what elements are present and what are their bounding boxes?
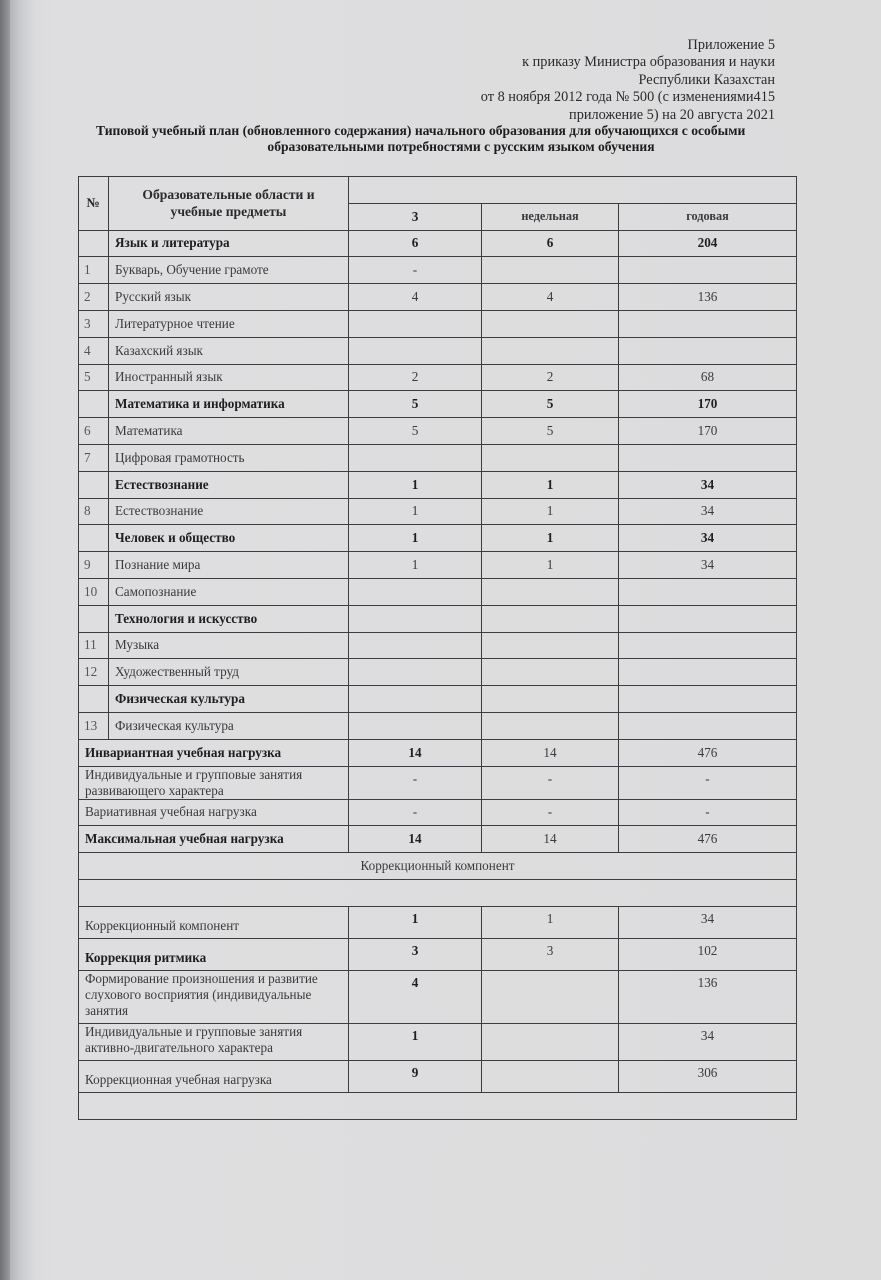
correction-row <box>79 1023 797 1060</box>
grade-hours: 6 <box>349 230 482 257</box>
subject-row <box>79 578 797 605</box>
grade-hours: 1 <box>349 498 482 525</box>
subject-name: Естествознание <box>109 471 349 498</box>
summary-name: Индивидуальные и групповые занятия развивающего характера <box>79 766 349 799</box>
yearly-hours <box>619 257 797 284</box>
summary-weekly: 14 <box>482 739 619 766</box>
subject-row <box>79 257 797 284</box>
row-number: 8 <box>79 498 109 525</box>
summary-yearly: 476 <box>619 739 797 766</box>
weekly-hours <box>482 337 619 364</box>
weekly-hours: 5 <box>482 418 619 445</box>
header-subjects: Образовательные области и учебные предметы <box>109 177 349 231</box>
weekly-hours <box>482 632 619 659</box>
appendix-note-line: приложение 5) на 20 августа 2021 <box>569 106 775 123</box>
weekly-hours <box>482 310 619 337</box>
grade-hours <box>349 444 482 471</box>
grade-hours: 5 <box>349 418 482 445</box>
correction-grade: 9 <box>349 1060 482 1092</box>
document-title-line-2: образовательными потребностями с русским языком обучения <box>267 139 655 154</box>
subject-name: Физическая культура <box>109 686 349 713</box>
grade-hours <box>349 686 482 713</box>
correction-grade: 1 <box>349 1023 482 1060</box>
row-number: 11 <box>79 632 109 659</box>
subject-name: Язык и литература <box>109 230 349 257</box>
grade-hours <box>349 578 482 605</box>
row-number: 10 <box>79 578 109 605</box>
subject-row <box>79 444 797 471</box>
summary-row <box>79 739 797 766</box>
correction-weekly <box>482 970 619 1023</box>
header-weekly: недельная <box>482 203 619 230</box>
correction-row <box>79 1060 797 1092</box>
yearly-hours: 34 <box>619 471 797 498</box>
correction-name: Индивидуальные и групповые занятия активно-двигательного характера <box>79 1023 349 1060</box>
weekly-hours: 1 <box>482 552 619 579</box>
correction-name: Коррекционная учебная нагрузка <box>79 1060 349 1092</box>
correction-weekly <box>482 1060 619 1092</box>
grade-hours <box>349 337 482 364</box>
row-number: 3 <box>79 310 109 337</box>
weekly-hours: 1 <box>482 525 619 552</box>
summary-weekly: - <box>482 799 619 826</box>
summary-yearly: 476 <box>619 826 797 853</box>
subject-name: Литературное чтение <box>109 310 349 337</box>
grade-hours: - <box>349 257 482 284</box>
yearly-hours: 34 <box>619 525 797 552</box>
weekly-hours: 6 <box>482 230 619 257</box>
subject-name: Казахский язык <box>109 337 349 364</box>
weekly-hours <box>482 578 619 605</box>
row-number: 6 <box>79 418 109 445</box>
appendix-note-line: Республики Казахстан <box>638 71 775 88</box>
row-number: 5 <box>79 364 109 391</box>
yearly-hours <box>619 659 797 686</box>
correction-name: Формирование произношения и развитие слухового восприятия (индивидуальные занятия <box>79 970 349 1023</box>
grade-hours: 1 <box>349 552 482 579</box>
summary-name: Инвариантная учебная нагрузка <box>79 739 349 766</box>
yearly-hours: 170 <box>619 391 797 418</box>
weekly-hours: 1 <box>482 498 619 525</box>
header-yearly: годовая <box>619 203 797 230</box>
weekly-hours: 4 <box>482 284 619 311</box>
weekly-hours: 1 <box>482 471 619 498</box>
subject-name: Художественный труд <box>109 659 349 686</box>
grade-hours: 2 <box>349 364 482 391</box>
section-row <box>79 230 797 257</box>
subject-name: Букварь, Обучение грамоте <box>109 257 349 284</box>
weekly-hours <box>482 605 619 632</box>
section-row <box>79 605 797 632</box>
grade-hours: 4 <box>349 284 482 311</box>
summary-grade: - <box>349 799 482 826</box>
appendix-note-line: от 8 ноября 2012 года № 500 (с изменениями415 <box>480 89 775 106</box>
correction-name: Коррекционный компонент <box>79 906 349 938</box>
document-title <box>96 123 826 155</box>
subject-row <box>79 659 797 686</box>
header-grade: 3 <box>349 203 482 230</box>
correction-yearly: 34 <box>619 906 797 938</box>
row-number <box>79 525 109 552</box>
subject-name: Самопознание <box>109 578 349 605</box>
subject-row <box>79 498 797 525</box>
weekly-hours: 5 <box>482 391 619 418</box>
section-row <box>79 391 797 418</box>
empty-footer-cell <box>79 1092 797 1119</box>
row-number: 2 <box>79 284 109 311</box>
row-number: 4 <box>79 337 109 364</box>
subject-name: Познание мира <box>109 552 349 579</box>
appendix-note-line: к приказу Министра образования и науки <box>522 54 775 71</box>
subject-name: Русский язык <box>109 284 349 311</box>
grade-hours: 1 <box>349 471 482 498</box>
header-num: № <box>79 177 109 231</box>
summary-grade: 14 <box>349 826 482 853</box>
summary-weekly: - <box>482 766 619 799</box>
page-edge-shadow <box>0 0 10 1280</box>
yearly-hours <box>619 686 797 713</box>
summary-row <box>79 799 797 826</box>
weekly-hours <box>482 659 619 686</box>
correction-grade: 3 <box>349 938 482 970</box>
summary-yearly: - <box>619 766 797 799</box>
correction-weekly <box>482 1023 619 1060</box>
yearly-hours: 136 <box>619 284 797 311</box>
row-number: 1 <box>79 257 109 284</box>
correction-yearly: 136 <box>619 970 797 1023</box>
yearly-hours: 170 <box>619 418 797 445</box>
correction-grade: 4 <box>349 970 482 1023</box>
row-number <box>79 686 109 713</box>
yearly-hours <box>619 310 797 337</box>
summary-grade: 14 <box>349 739 482 766</box>
row-number: 9 <box>79 552 109 579</box>
yearly-hours <box>619 632 797 659</box>
grade-hours <box>349 605 482 632</box>
yearly-hours: 34 <box>619 552 797 579</box>
correction-title-row <box>79 853 797 880</box>
weekly-hours <box>482 686 619 713</box>
correction-name: Коррекция ритмика <box>79 938 349 970</box>
subject-name: Естествознание <box>109 498 349 525</box>
summary-weekly: 14 <box>482 826 619 853</box>
grade-hours <box>349 632 482 659</box>
correction-grade: 1 <box>349 906 482 938</box>
subject-name: Иностранный язык <box>109 364 349 391</box>
subject-row <box>79 310 797 337</box>
empty-footer-row <box>79 1092 797 1119</box>
yearly-hours <box>619 578 797 605</box>
section-row <box>79 525 797 552</box>
row-number <box>79 471 109 498</box>
yearly-hours <box>619 337 797 364</box>
subject-name: Математика <box>109 418 349 445</box>
summary-yearly: - <box>619 799 797 826</box>
subject-row <box>79 284 797 311</box>
document-title-line-1: Типовой учебный план (обновленного содержания) начального образования для обучающихся с особыми <box>96 123 746 138</box>
grade-hours <box>349 712 482 739</box>
subject-row <box>79 364 797 391</box>
subject-name: Технология и искусство <box>109 605 349 632</box>
grade-hours: 1 <box>349 525 482 552</box>
subject-row <box>79 632 797 659</box>
correction-row <box>79 938 797 970</box>
section-row <box>79 471 797 498</box>
curriculum-table <box>78 176 797 1120</box>
yearly-hours: 34 <box>619 498 797 525</box>
summary-name: Максимальная учебная нагрузка <box>79 826 349 853</box>
correction-weekly: 1 <box>482 906 619 938</box>
subject-name: Математика и информатика <box>109 391 349 418</box>
row-number: 12 <box>79 659 109 686</box>
row-number <box>79 391 109 418</box>
summary-row <box>79 826 797 853</box>
summary-row <box>79 766 797 799</box>
weekly-hours <box>482 712 619 739</box>
subject-row <box>79 712 797 739</box>
row-number: 7 <box>79 444 109 471</box>
subject-name: Цифровая грамотность <box>109 444 349 471</box>
yearly-hours <box>619 605 797 632</box>
correction-weekly: 3 <box>482 938 619 970</box>
correction-yearly: 102 <box>619 938 797 970</box>
weekly-hours <box>482 444 619 471</box>
correction-row <box>79 906 797 938</box>
appendix-note-line: Приложение 5 <box>687 37 775 53</box>
subject-name: Музыка <box>109 632 349 659</box>
row-number <box>79 230 109 257</box>
correction-yearly: 34 <box>619 1023 797 1060</box>
summary-name: Вариативная учебная нагрузка <box>79 799 349 826</box>
correction-row <box>79 970 797 1023</box>
subject-row <box>79 552 797 579</box>
table-header-row <box>79 177 797 204</box>
grade-hours <box>349 310 482 337</box>
subject-name: Физическая культура <box>109 712 349 739</box>
row-number: 13 <box>79 712 109 739</box>
yearly-hours: 204 <box>619 230 797 257</box>
yearly-hours <box>619 444 797 471</box>
grade-hours <box>349 659 482 686</box>
yearly-hours: 68 <box>619 364 797 391</box>
subject-name: Человек и общество <box>109 525 349 552</box>
gap-cell <box>79 879 797 906</box>
weekly-hours <box>482 257 619 284</box>
weekly-hours: 2 <box>482 364 619 391</box>
correction-yearly: 306 <box>619 1060 797 1092</box>
correction-gap-row <box>79 879 797 906</box>
summary-grade: - <box>349 766 482 799</box>
correction-section-title: Коррекционный компонент <box>79 853 797 880</box>
appendix-note <box>481 37 775 124</box>
header-load-blank <box>349 177 797 204</box>
subject-row <box>79 418 797 445</box>
grade-hours: 5 <box>349 391 482 418</box>
section-row <box>79 686 797 713</box>
row-number <box>79 605 109 632</box>
yearly-hours <box>619 712 797 739</box>
subject-row <box>79 337 797 364</box>
